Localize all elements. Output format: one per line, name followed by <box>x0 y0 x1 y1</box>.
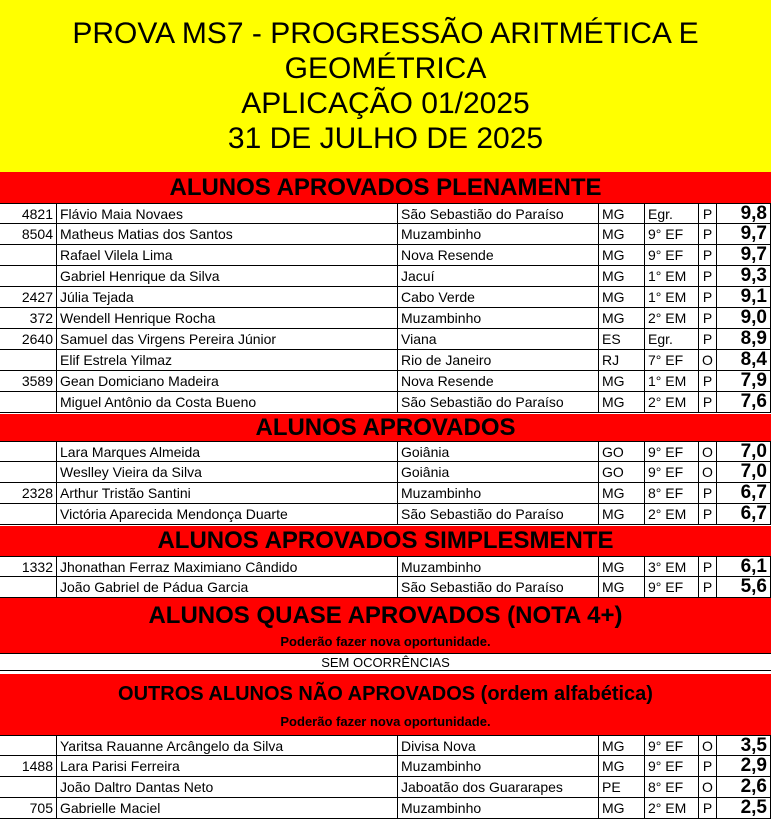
student-type: P <box>698 245 716 265</box>
student-name: Yaritsa Rauanne Arcângelo da Silva <box>56 736 397 756</box>
outros-title-suffix: (ordem alfabética) <box>480 683 653 705</box>
student-score: 5,6 <box>716 577 771 597</box>
student-state: MG <box>598 756 644 776</box>
student-state: MG <box>598 483 644 503</box>
table-row <box>0 392 771 413</box>
student-state: MG <box>598 736 644 756</box>
student-state: MG <box>598 245 644 265</box>
student-city: Muzambinho <box>397 224 598 244</box>
table-row <box>0 287 771 308</box>
outros-subtitle: Poderão fazer nova oportunidade. <box>280 714 491 729</box>
section-header-quase: ALUNOS QUASE APROVADOS (NOTA 4+) Poderão fazer nova oportunidade. <box>0 598 771 654</box>
student-grade: 2° EM <box>644 798 698 818</box>
student-score: 3,5 <box>716 736 771 756</box>
student-grade: 1° EM <box>644 371 698 391</box>
student-id <box>0 736 56 756</box>
student-type: P <box>698 287 716 307</box>
student-score: 2,9 <box>716 756 771 776</box>
student-score: 9,7 <box>716 224 771 244</box>
student-city: Cabo Verde <box>397 287 598 307</box>
student-state: MG <box>598 798 644 818</box>
student-state: MG <box>598 392 644 412</box>
student-type: O <box>698 462 716 482</box>
student-type: P <box>698 371 716 391</box>
student-id <box>0 462 56 482</box>
student-state: MG <box>598 224 644 244</box>
student-type: P <box>698 798 716 818</box>
student-city: São Sebastião do Paraíso <box>397 392 598 412</box>
table-row <box>0 735 771 756</box>
student-city: Divisa Nova <box>397 736 598 756</box>
student-name: Gean Domiciano Madeira <box>56 371 397 391</box>
student-type: O <box>698 350 716 370</box>
student-score: 6,1 <box>716 557 771 577</box>
student-score: 9,8 <box>716 204 771 224</box>
quase-empty-row: SEM OCORRÊNCIAS <box>0 653 771 671</box>
student-name: Weslley Vieira da Silva <box>56 462 397 482</box>
student-city: Muzambinho <box>397 308 598 328</box>
student-score: 9,1 <box>716 287 771 307</box>
student-grade: Egr. <box>644 204 698 224</box>
student-state: MG <box>598 266 644 286</box>
student-id: 1488 <box>21 758 53 774</box>
student-id: 2328 <box>21 485 53 501</box>
student-id: 4821 <box>21 206 53 222</box>
student-city: Goiânia <box>397 442 598 462</box>
table-row <box>0 245 771 266</box>
student-id <box>0 245 56 265</box>
student-grade: 2° EM <box>644 504 698 524</box>
student-grade: 1° EM <box>644 287 698 307</box>
student-name: Samuel das Virgens Pereira Júnior <box>56 329 397 349</box>
student-score: 2,5 <box>716 798 771 818</box>
student-name: João Gabriel de Pádua Garcia <box>56 577 397 597</box>
student-id <box>0 266 56 286</box>
student-city: Jaboatão dos Guararapes <box>397 777 598 797</box>
student-type: P <box>698 308 716 328</box>
student-id <box>0 504 56 524</box>
student-type: P <box>698 204 716 224</box>
student-name: Matheus Matias dos Santos <box>56 224 397 244</box>
student-type: P <box>698 483 716 503</box>
student-state: MG <box>598 557 644 577</box>
student-state: ES <box>598 329 644 349</box>
student-type: O <box>698 736 716 756</box>
section-header-plenamente: ALUNOS APROVADOS PLENAMENTE <box>0 172 771 204</box>
table-row <box>0 350 771 371</box>
student-name: Gabriel Henrique da Silva <box>56 266 397 286</box>
student-name: Lara Marques Almeida <box>56 442 397 462</box>
student-name: Jhonathan Ferraz Maximiano Cândido <box>56 557 397 577</box>
student-id: 372 <box>29 310 53 326</box>
table-row <box>0 203 771 224</box>
student-score: 6,7 <box>716 504 771 524</box>
title-line-4: 31 DE JULHO DE 2025 <box>227 122 544 155</box>
table-row <box>0 798 771 819</box>
student-grade: 2° EM <box>644 308 698 328</box>
student-city: Jacuí <box>397 266 598 286</box>
student-id: 1332 <box>21 559 53 575</box>
student-state: MG <box>598 308 644 328</box>
student-city: São Sebastião do Paraíso <box>397 204 598 224</box>
student-grade: 9° EF <box>644 577 698 597</box>
student-score: 9,0 <box>716 308 771 328</box>
outros-title: OUTROS ALUNOS NÃO APROVADOS <box>118 683 476 705</box>
student-name: Victória Aparecida Mendonça Duarte <box>56 504 397 524</box>
student-city: Goiânia <box>397 462 598 482</box>
student-state: PE <box>598 777 644 797</box>
student-type: P <box>698 224 716 244</box>
student-grade: 9° EF <box>644 736 698 756</box>
student-score: 9,3 <box>716 266 771 286</box>
student-id <box>0 577 56 597</box>
student-city: São Sebastião do Paraíso <box>397 577 598 597</box>
student-type: P <box>698 392 716 412</box>
student-name: Elif Estrela Yilmaz <box>56 350 397 370</box>
student-score: 7,0 <box>716 442 771 462</box>
student-name: Júlia Tejada <box>56 287 397 307</box>
student-state: MG <box>598 371 644 391</box>
table-row <box>0 329 771 350</box>
table-row <box>0 504 771 525</box>
student-score: 7,0 <box>716 462 771 482</box>
student-grade: 9° EF <box>644 224 698 244</box>
student-state: RJ <box>598 350 644 370</box>
table-row <box>0 756 771 777</box>
student-city: Nova Resende <box>397 371 598 391</box>
student-city: Nova Resende <box>397 245 598 265</box>
student-grade: 9° EF <box>644 462 698 482</box>
table-row <box>0 577 771 598</box>
table-row <box>0 371 771 392</box>
student-score: 6,7 <box>716 483 771 503</box>
section-header-simplesmente: ALUNOS APROVADOS SIMPLESMENTE <box>0 526 771 556</box>
student-grade: 7° EF <box>644 350 698 370</box>
student-type: P <box>698 329 716 349</box>
student-type: O <box>698 777 716 797</box>
student-state: MG <box>598 287 644 307</box>
section-header-aprovados: ALUNOS APROVADOS <box>0 414 771 442</box>
student-name: Flávio Maia Novaes <box>56 204 397 224</box>
title-block <box>0 0 771 172</box>
student-id <box>0 392 56 412</box>
table-row <box>0 483 771 504</box>
student-name: Lara Parisi Ferreira <box>56 756 397 776</box>
student-score: 2,6 <box>716 777 771 797</box>
quase-subtitle: Poderão fazer nova oportunidade. <box>280 634 491 649</box>
student-name: Arthur Tristão Santini <box>56 483 397 503</box>
student-type: O <box>698 442 716 462</box>
student-type: P <box>698 504 716 524</box>
student-grade: 2° EM <box>644 392 698 412</box>
student-city: Muzambinho <box>397 483 598 503</box>
student-city: Muzambinho <box>397 557 598 577</box>
student-id: 3589 <box>21 373 53 389</box>
table-row <box>0 462 771 483</box>
student-id: 8504 <box>21 226 53 242</box>
student-grade: 8° EF <box>644 483 698 503</box>
student-grade: Egr. <box>644 329 698 349</box>
student-id: 2427 <box>21 289 53 305</box>
student-type: P <box>698 577 716 597</box>
student-city: Rio de Janeiro <box>397 350 598 370</box>
student-state: GO <box>598 442 644 462</box>
student-grade: 8° EF <box>644 777 698 797</box>
student-score: 8,9 <box>716 329 771 349</box>
student-name: Gabrielle Maciel <box>56 798 397 818</box>
student-state: MG <box>598 504 644 524</box>
student-grade: 9° EF <box>644 442 698 462</box>
table-row <box>0 224 771 245</box>
student-type: P <box>698 557 716 577</box>
student-id <box>0 442 56 462</box>
student-state: MG <box>598 577 644 597</box>
student-type: P <box>698 266 716 286</box>
student-score: 9,7 <box>716 245 771 265</box>
table-row <box>0 556 771 577</box>
student-name: Rafael Vilela Lima <box>56 245 397 265</box>
section-header-outros <box>0 674 771 735</box>
table-row <box>0 777 771 798</box>
student-score: 7,9 <box>716 371 771 391</box>
student-id: 2640 <box>21 331 53 347</box>
student-id <box>0 777 56 797</box>
title-line-1: PROVA MS7 - PROGRESSÃO ARITMÉTICA E <box>72 17 699 50</box>
title-line-2: GEOMÉTRICA <box>284 52 487 85</box>
student-score: 8,4 <box>716 350 771 370</box>
student-score: 7,6 <box>716 392 771 412</box>
student-city: Muzambinho <box>397 798 598 818</box>
table-row <box>0 308 771 329</box>
student-type: P <box>698 756 716 776</box>
table-row <box>0 441 771 462</box>
student-grade: 1° EM <box>644 266 698 286</box>
student-city: Viana <box>397 329 598 349</box>
title-line-3: APLICAÇÃO 01/2025 <box>241 87 530 120</box>
student-city: Muzambinho <box>397 756 598 776</box>
student-grade: 9° EF <box>644 245 698 265</box>
student-id: 705 <box>29 800 53 816</box>
student-name: João Daltro Dantas Neto <box>56 777 397 797</box>
student-state: GO <box>598 462 644 482</box>
student-grade: 3° EM <box>644 557 698 577</box>
table-row <box>0 266 771 287</box>
student-city: São Sebastião do Paraíso <box>397 504 598 524</box>
student-grade: 9° EF <box>644 756 698 776</box>
student-name: Wendell Henrique Rocha <box>56 308 397 328</box>
student-id <box>0 350 56 370</box>
student-state: MG <box>598 204 644 224</box>
student-name: Miguel Antônio da Costa Bueno <box>56 392 397 412</box>
